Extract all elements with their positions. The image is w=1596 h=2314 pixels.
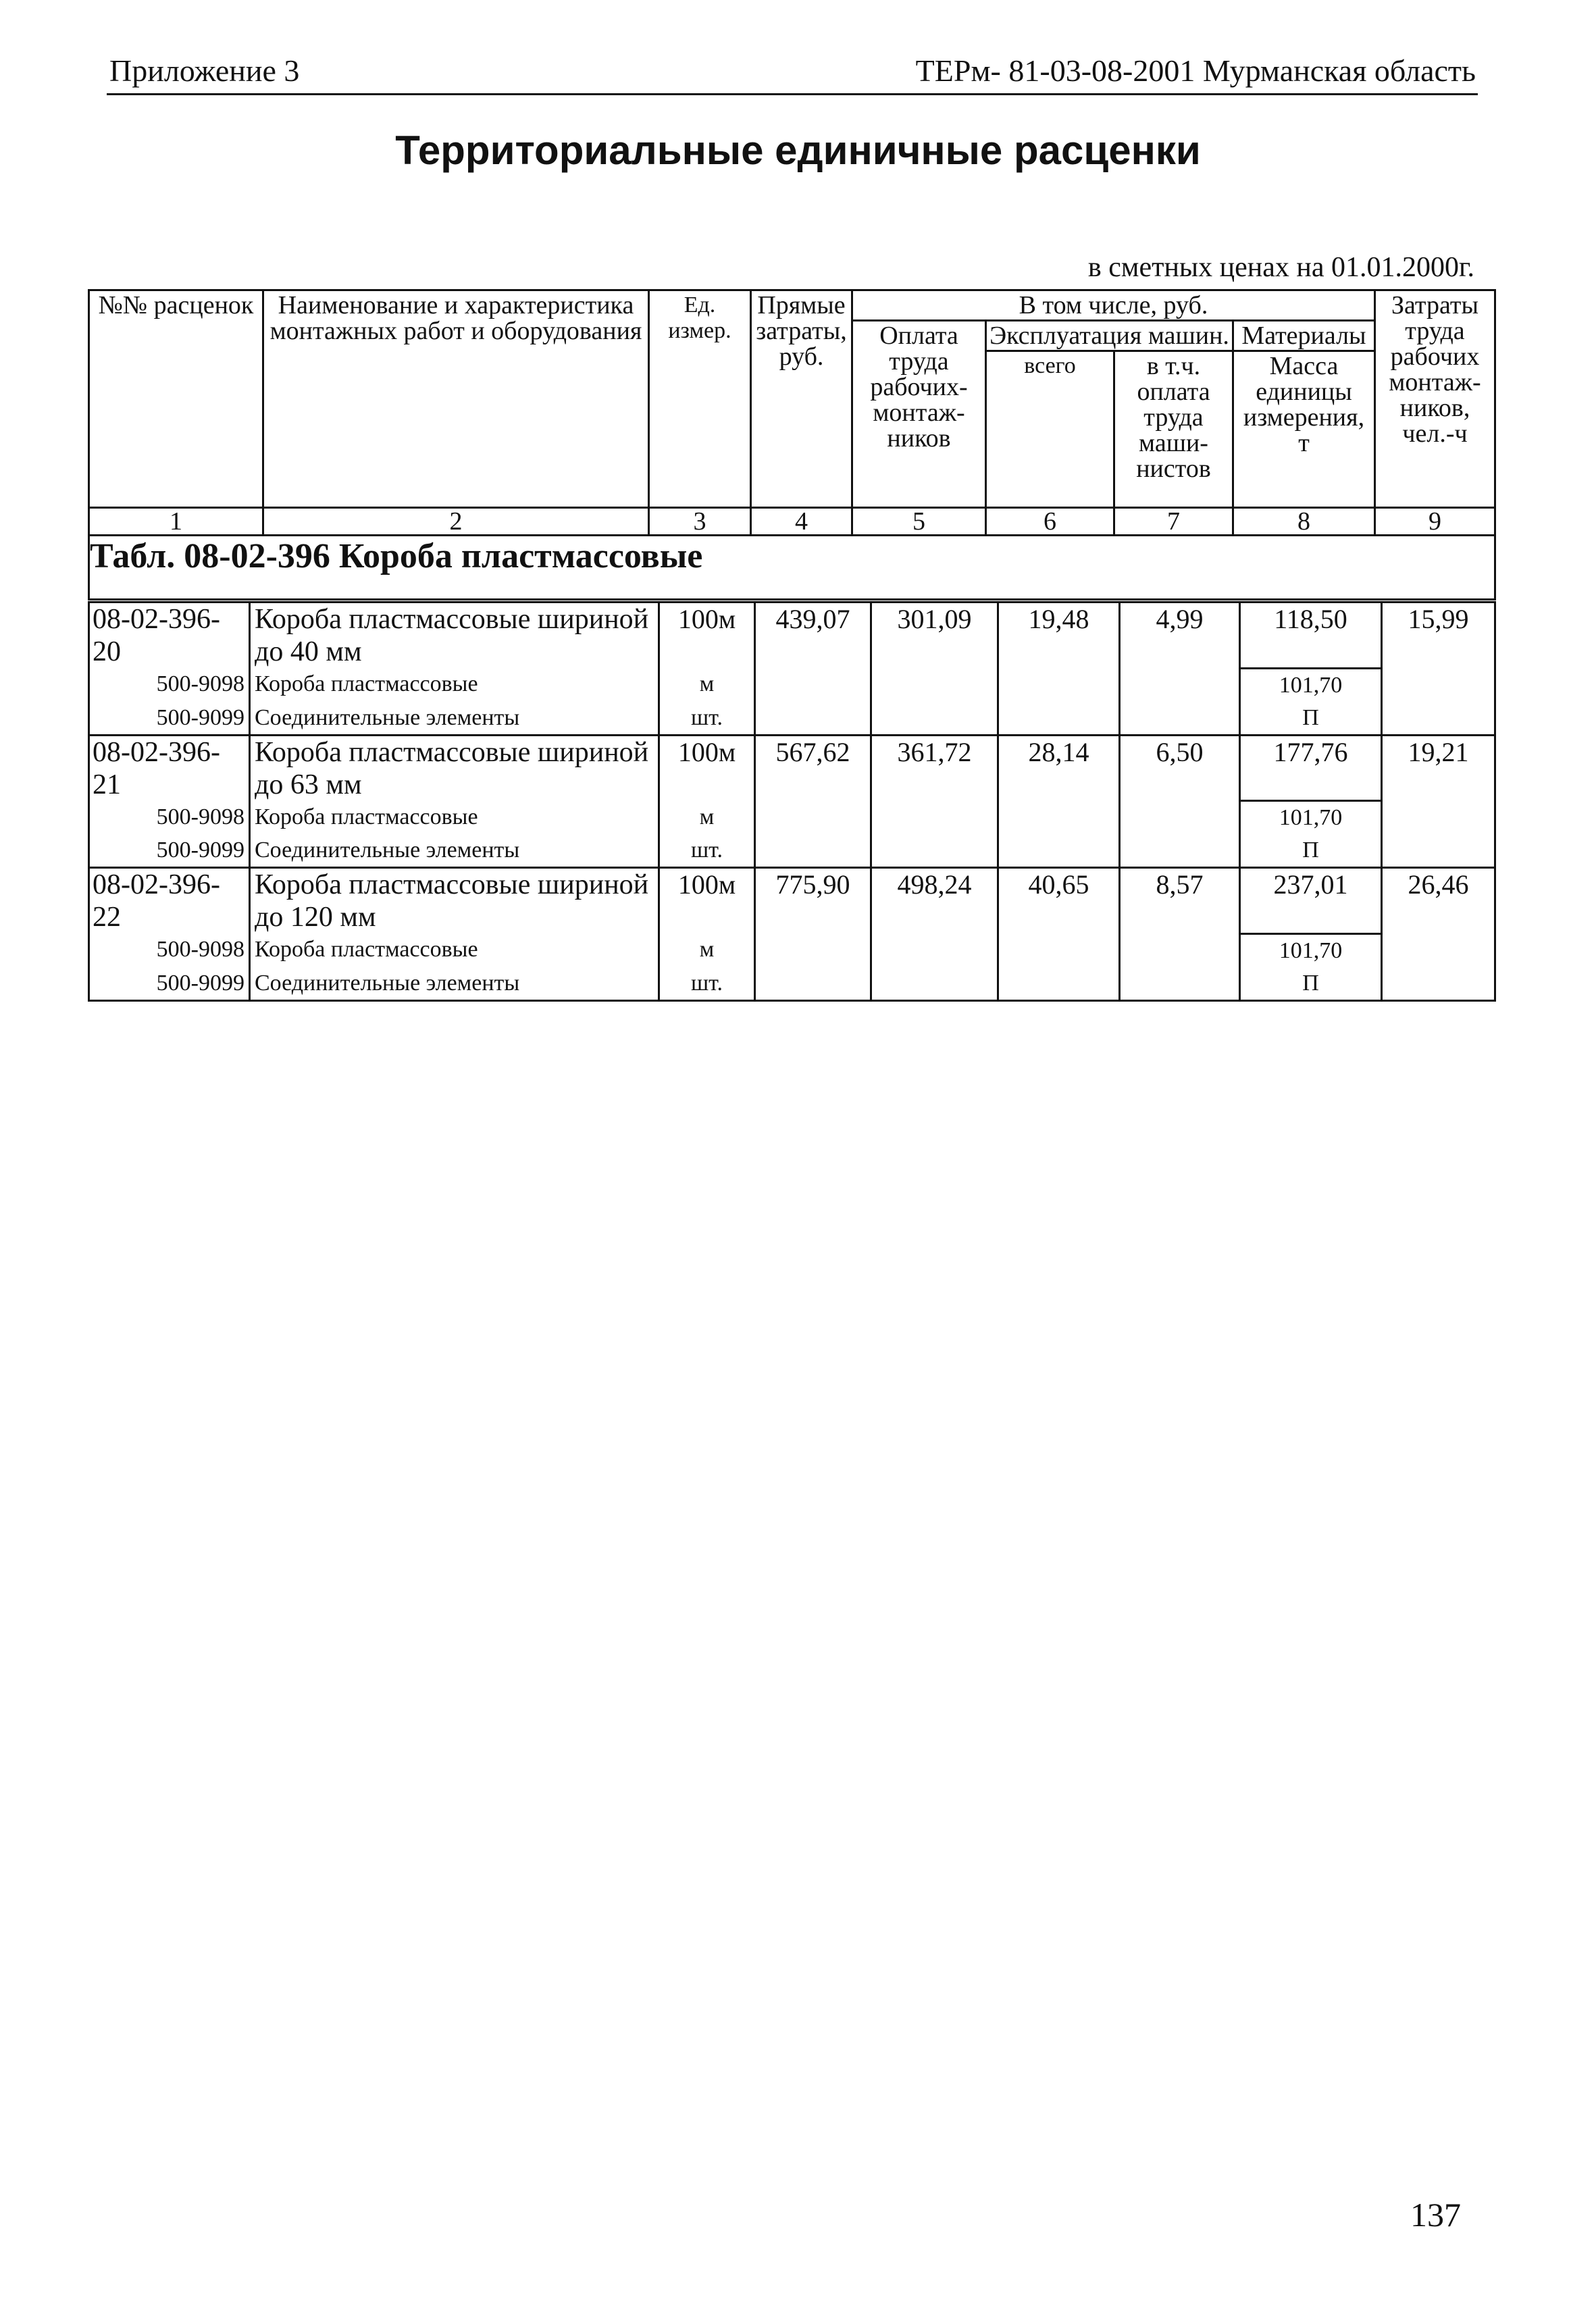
col-materials-header: Материалы: [1233, 321, 1375, 351]
resource-name: Соединительные элементы: [250, 702, 659, 736]
rate-labor: 361,72: [871, 735, 998, 801]
resource-name: Короба пластмассовые: [250, 933, 659, 967]
resource-code: 500-9098: [89, 801, 250, 835]
rate-direct: 775,90: [755, 868, 871, 934]
rate-machines: 19,48: [998, 602, 1120, 669]
col-machines-total-header: всего: [986, 351, 1114, 508]
header-rule: [107, 93, 1478, 95]
resource-unit: шт.: [659, 702, 755, 736]
resource-value: П: [1240, 967, 1382, 1001]
col-number: 2: [263, 508, 649, 536]
document-code: ТЕРм- 81-03-08-2001 Мурманская область: [915, 53, 1476, 88]
col-number: 7: [1114, 508, 1233, 536]
col-direct-header: Прямые затраты, руб.: [751, 290, 852, 508]
page-title: Территориальные единичные расценки: [395, 128, 1201, 173]
resource-unit: м: [659, 801, 755, 835]
page-number: 137: [1410, 2196, 1461, 2234]
resource-code: 500-9099: [89, 834, 250, 868]
rate-code: 08-02-396-20: [89, 602, 250, 669]
resource-unit: шт.: [659, 967, 755, 1001]
resource-name: Короба пластмассовые: [250, 801, 659, 835]
resource-unit: м: [659, 668, 755, 702]
rate-operators: 8,57: [1120, 868, 1240, 934]
rate-unit: 100м: [659, 735, 755, 801]
col-including-header: В том числе, руб.: [852, 290, 1375, 321]
rate-labor-hours: 15,99: [1382, 602, 1495, 669]
resource-value: 101,70: [1240, 668, 1382, 702]
column-header-table: [88, 289, 1496, 600]
rate-name: Короба пластмассовые шириной до 120 мм: [250, 868, 659, 934]
col-number: 6: [986, 508, 1114, 536]
resource-name: Соединительные элементы: [250, 834, 659, 868]
col-number: 1: [89, 508, 263, 536]
rate-materials: 237,01: [1240, 868, 1382, 934]
rate-direct: 567,62: [755, 735, 871, 801]
rate-labor-hours: 26,46: [1382, 868, 1495, 934]
resource-value: 101,70: [1240, 801, 1382, 835]
table-subrow: [89, 801, 1495, 835]
col-number: 4: [751, 508, 852, 536]
col-number: 8: [1233, 508, 1375, 536]
rate-operators: 4,99: [1120, 602, 1240, 669]
col-number: 9: [1375, 508, 1495, 536]
col-laborhours-header: Затраты труда рабочих монтаж-ников, чел.-ч: [1375, 290, 1495, 508]
rate-code: 08-02-396-21: [89, 735, 250, 801]
table-subrow: [89, 967, 1495, 1001]
resource-name: Короба пластмассовые: [250, 668, 659, 702]
table-subrow: [89, 933, 1495, 967]
appendix-label: Приложение 3: [109, 53, 300, 88]
col-machines-header: Эксплуатация машин.: [986, 321, 1233, 351]
col-labor-header: Оплата труда рабочих-монтаж-ников: [852, 321, 986, 508]
resource-code: 500-9098: [89, 933, 250, 967]
resource-value: П: [1240, 834, 1382, 868]
rates-table: [88, 601, 1496, 1002]
section-title: Табл. 08-02-396 Короба пластмассовые: [89, 536, 1495, 600]
prices-note: в сметных ценах на 01.01.2000г.: [1087, 252, 1474, 283]
col-number: 5: [852, 508, 986, 536]
rate-materials: 177,76: [1240, 735, 1382, 801]
rate-labor-hours: 19,21: [1382, 735, 1495, 801]
table-subrow: [89, 702, 1495, 736]
resource-name: Соединительные элементы: [250, 967, 659, 1001]
rate-name: Короба пластмассовые шириной до 40 мм: [250, 602, 659, 669]
col-name-header: Наименование и характеристика монтажных работ и оборудования: [263, 290, 649, 508]
resource-value: П: [1240, 702, 1382, 736]
rate-unit: 100м: [659, 868, 755, 934]
resource-unit: м: [659, 933, 755, 967]
resource-value: 101,70: [1240, 933, 1382, 967]
resource-unit: шт.: [659, 834, 755, 868]
rate-unit: 100м: [659, 602, 755, 669]
rate-operators: 6,50: [1120, 735, 1240, 801]
col-operators-header: в т.ч. оплата труда маши-нистов: [1114, 351, 1233, 508]
resource-code: 500-9099: [89, 967, 250, 1001]
rate-machines: 28,14: [998, 735, 1120, 801]
col-number: 3: [649, 508, 751, 536]
rate-labor: 301,09: [871, 602, 998, 669]
rate-name: Короба пластмассовые шириной до 63 мм: [250, 735, 659, 801]
col-mass-header: Масса единицы измерения, т: [1233, 351, 1375, 508]
resource-code: 500-9099: [89, 702, 250, 736]
rate-labor: 498,24: [871, 868, 998, 934]
table-row: [89, 602, 1495, 669]
table-subrow: [89, 834, 1495, 868]
rate-code: 08-02-396-22: [89, 868, 250, 934]
rate-direct: 439,07: [755, 602, 871, 669]
col-code-header: №№ расценок: [89, 290, 263, 508]
table-row: [89, 735, 1495, 801]
resource-code: 500-9098: [89, 668, 250, 702]
col-unit-header: Ед. измер.: [649, 290, 751, 508]
table-subrow: [89, 668, 1495, 702]
rate-machines: 40,65: [998, 868, 1120, 934]
rate-materials: 118,50: [1240, 602, 1382, 669]
table-row: [89, 868, 1495, 934]
